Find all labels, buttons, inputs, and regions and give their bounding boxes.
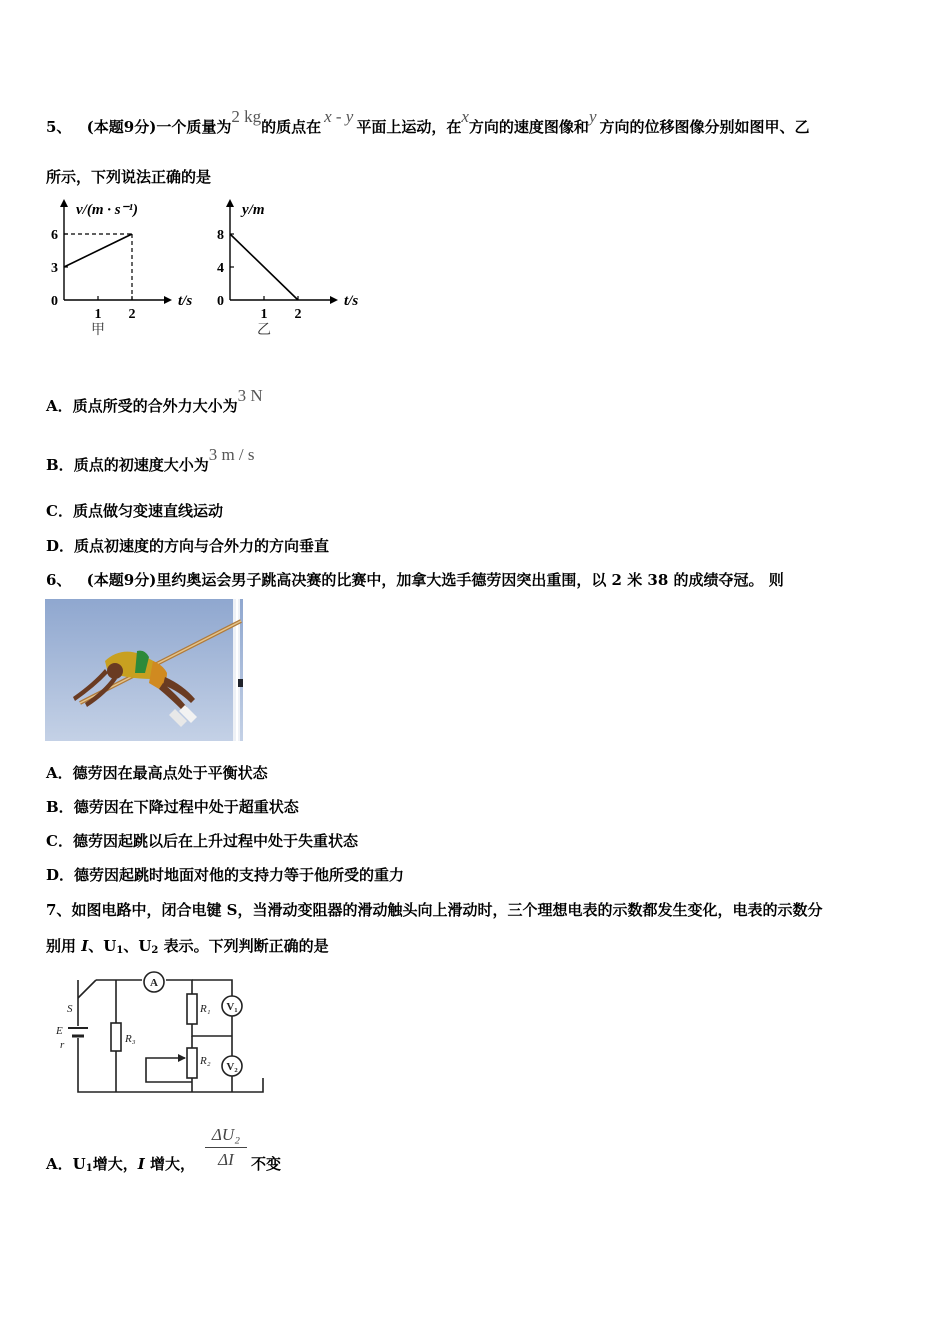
q7-stem-line2 [46,935,329,956]
q6-option-a [46,762,268,783]
option-text: 增大， [92,1155,138,1173]
symbol-current: I [137,1155,145,1173]
q5-text1: 一个质量为 [156,118,232,136]
q5-axis-y: y [588,107,597,126]
q5-text3: 平面上运动，在 [356,118,462,136]
q6-option-c [46,830,358,851]
option-value: 3 m / s [208,445,255,464]
option-text: 德劳因在下降过程中处于超重状态 [73,798,299,816]
y-tick-label: 4 [217,261,224,276]
series-line [64,234,132,267]
q7-number: 7、 [46,901,72,919]
q6-text: 里约奥运会男子跳高决赛的比赛中，加拿大选手德劳因突出重围，以 2 米 38 的成绩夺冠。 则 [156,571,784,589]
y-tick-label: 0 [51,294,58,309]
q5-text2: 的质点在 [261,118,322,136]
internal-resistance-label: r [60,1039,65,1051]
fraction-numerator: ΔU₂ [205,1125,247,1148]
q5-mass: 2 kg [231,107,262,126]
subscript: 1 [85,1163,93,1174]
r2-label: R₂ [200,1055,211,1067]
option-text: 德劳因起跳时地面对他的支持力等于他所受的重力 [74,866,405,884]
option-label: A． [46,1155,73,1173]
circuit-diagram [50,968,280,1098]
q5-text5: 方向的位移图像分别如图甲、乙 [599,118,810,136]
q6-option-b [46,796,299,817]
x-tick-label: 1 [260,307,268,322]
q5-stem-line2: 所示，下列说法正确的是 [46,168,212,186]
q7-stem-line1 [46,899,823,920]
q5-plane: x - y [324,107,354,126]
y-tick-label: 6 [51,228,58,243]
q5-text4: 方向的速度图像和 [468,118,589,136]
y-axis-arrow [226,199,234,207]
option-text: 质点初速度的方向与合外力的方向垂直 [74,537,330,555]
r3-label: R₃ [125,1033,136,1045]
option-text: 德劳因起跳以后在上升过程中处于失重状态 [72,832,358,850]
x-tick-label: 1 [94,307,102,322]
voltmeter2-label: V₂ [226,1061,238,1073]
q5-axis-x: x [461,107,469,126]
y-tick-label: 3 [51,261,58,276]
q6-option-d [46,864,404,885]
q5-number: 5、 [46,118,72,136]
q6-score: (本题9分) [86,571,157,589]
option-text: 质点做匀变速直线运动 [72,502,223,520]
option-text: 增大， [144,1155,195,1173]
voltmeter1-label: V₁ [226,1001,238,1013]
q5-option-a [46,386,263,416]
x-axis-label: t/s [178,293,193,309]
q5-score: (本题9分) [86,118,157,136]
option-text: 质点所受的合外力大小为 [72,397,238,415]
option-text: 德劳因在最高点处于平衡状态 [72,764,268,782]
x-axis-arrow [164,296,172,304]
y-tick-label: 0 [217,294,224,309]
ammeter-label: A [150,977,158,989]
x-tick-label: 2 [294,307,302,322]
option-label: D． [46,866,75,884]
high-jump-photo [45,599,243,741]
fraction-denominator: ΔI [218,1150,234,1169]
delta-fraction [205,1125,247,1170]
y-axis-arrow [60,199,68,207]
emf-label: E [56,1025,63,1037]
y-axis-label: y/m [242,202,265,218]
x-axis-label: t/s [344,293,359,309]
option-label: B． [46,456,74,474]
switch-label: S [67,1003,73,1015]
x-tick-label: 2 [128,307,136,322]
q5-stem-line1 [46,107,810,137]
q7-text1: 如图电路中，闭合电键 S，当滑动变阻器的滑动触头向上滑动时，三个理想电表的示数都发生变化，电表的示数分 [71,901,823,919]
q6-stem [46,569,784,590]
option-text: 不变 [250,1155,281,1173]
chart-caption: 乙 [257,323,271,338]
r1-label: R₁ [200,1003,211,1015]
symbol-current: I [81,937,89,955]
option-label: B． [46,798,74,816]
subscript: 2 [151,945,159,956]
q6-number: 6、 [46,571,72,589]
q7-line2-pre: 别用 [46,937,82,955]
option-label: C． [46,832,73,850]
option-label: D． [46,537,75,555]
option-label: A． [46,764,73,782]
option-label: A． [46,397,73,415]
subscript: 1 [116,945,124,956]
option-value: 3 N [237,386,263,405]
q7-line2-post: 表示。下列判断正确的是 [158,937,329,955]
option-text: 质点的初速度大小为 [73,456,209,474]
symbol-u: U [72,1155,86,1173]
y-tick-label: 8 [217,228,224,243]
option-label: C． [46,502,73,520]
q5-option-b [46,445,255,475]
x-axis-arrow [330,296,338,304]
symbol-u1: 、U [88,937,117,955]
chart-caption: 甲 [91,323,105,338]
series-line [230,234,298,300]
q5-option-c [46,500,223,521]
q5-option-d [46,535,329,556]
symbol-u2: 、U [123,937,152,955]
q5-figure [40,195,380,345]
y-axis-label: v/(m · s⁻¹) [76,202,138,218]
